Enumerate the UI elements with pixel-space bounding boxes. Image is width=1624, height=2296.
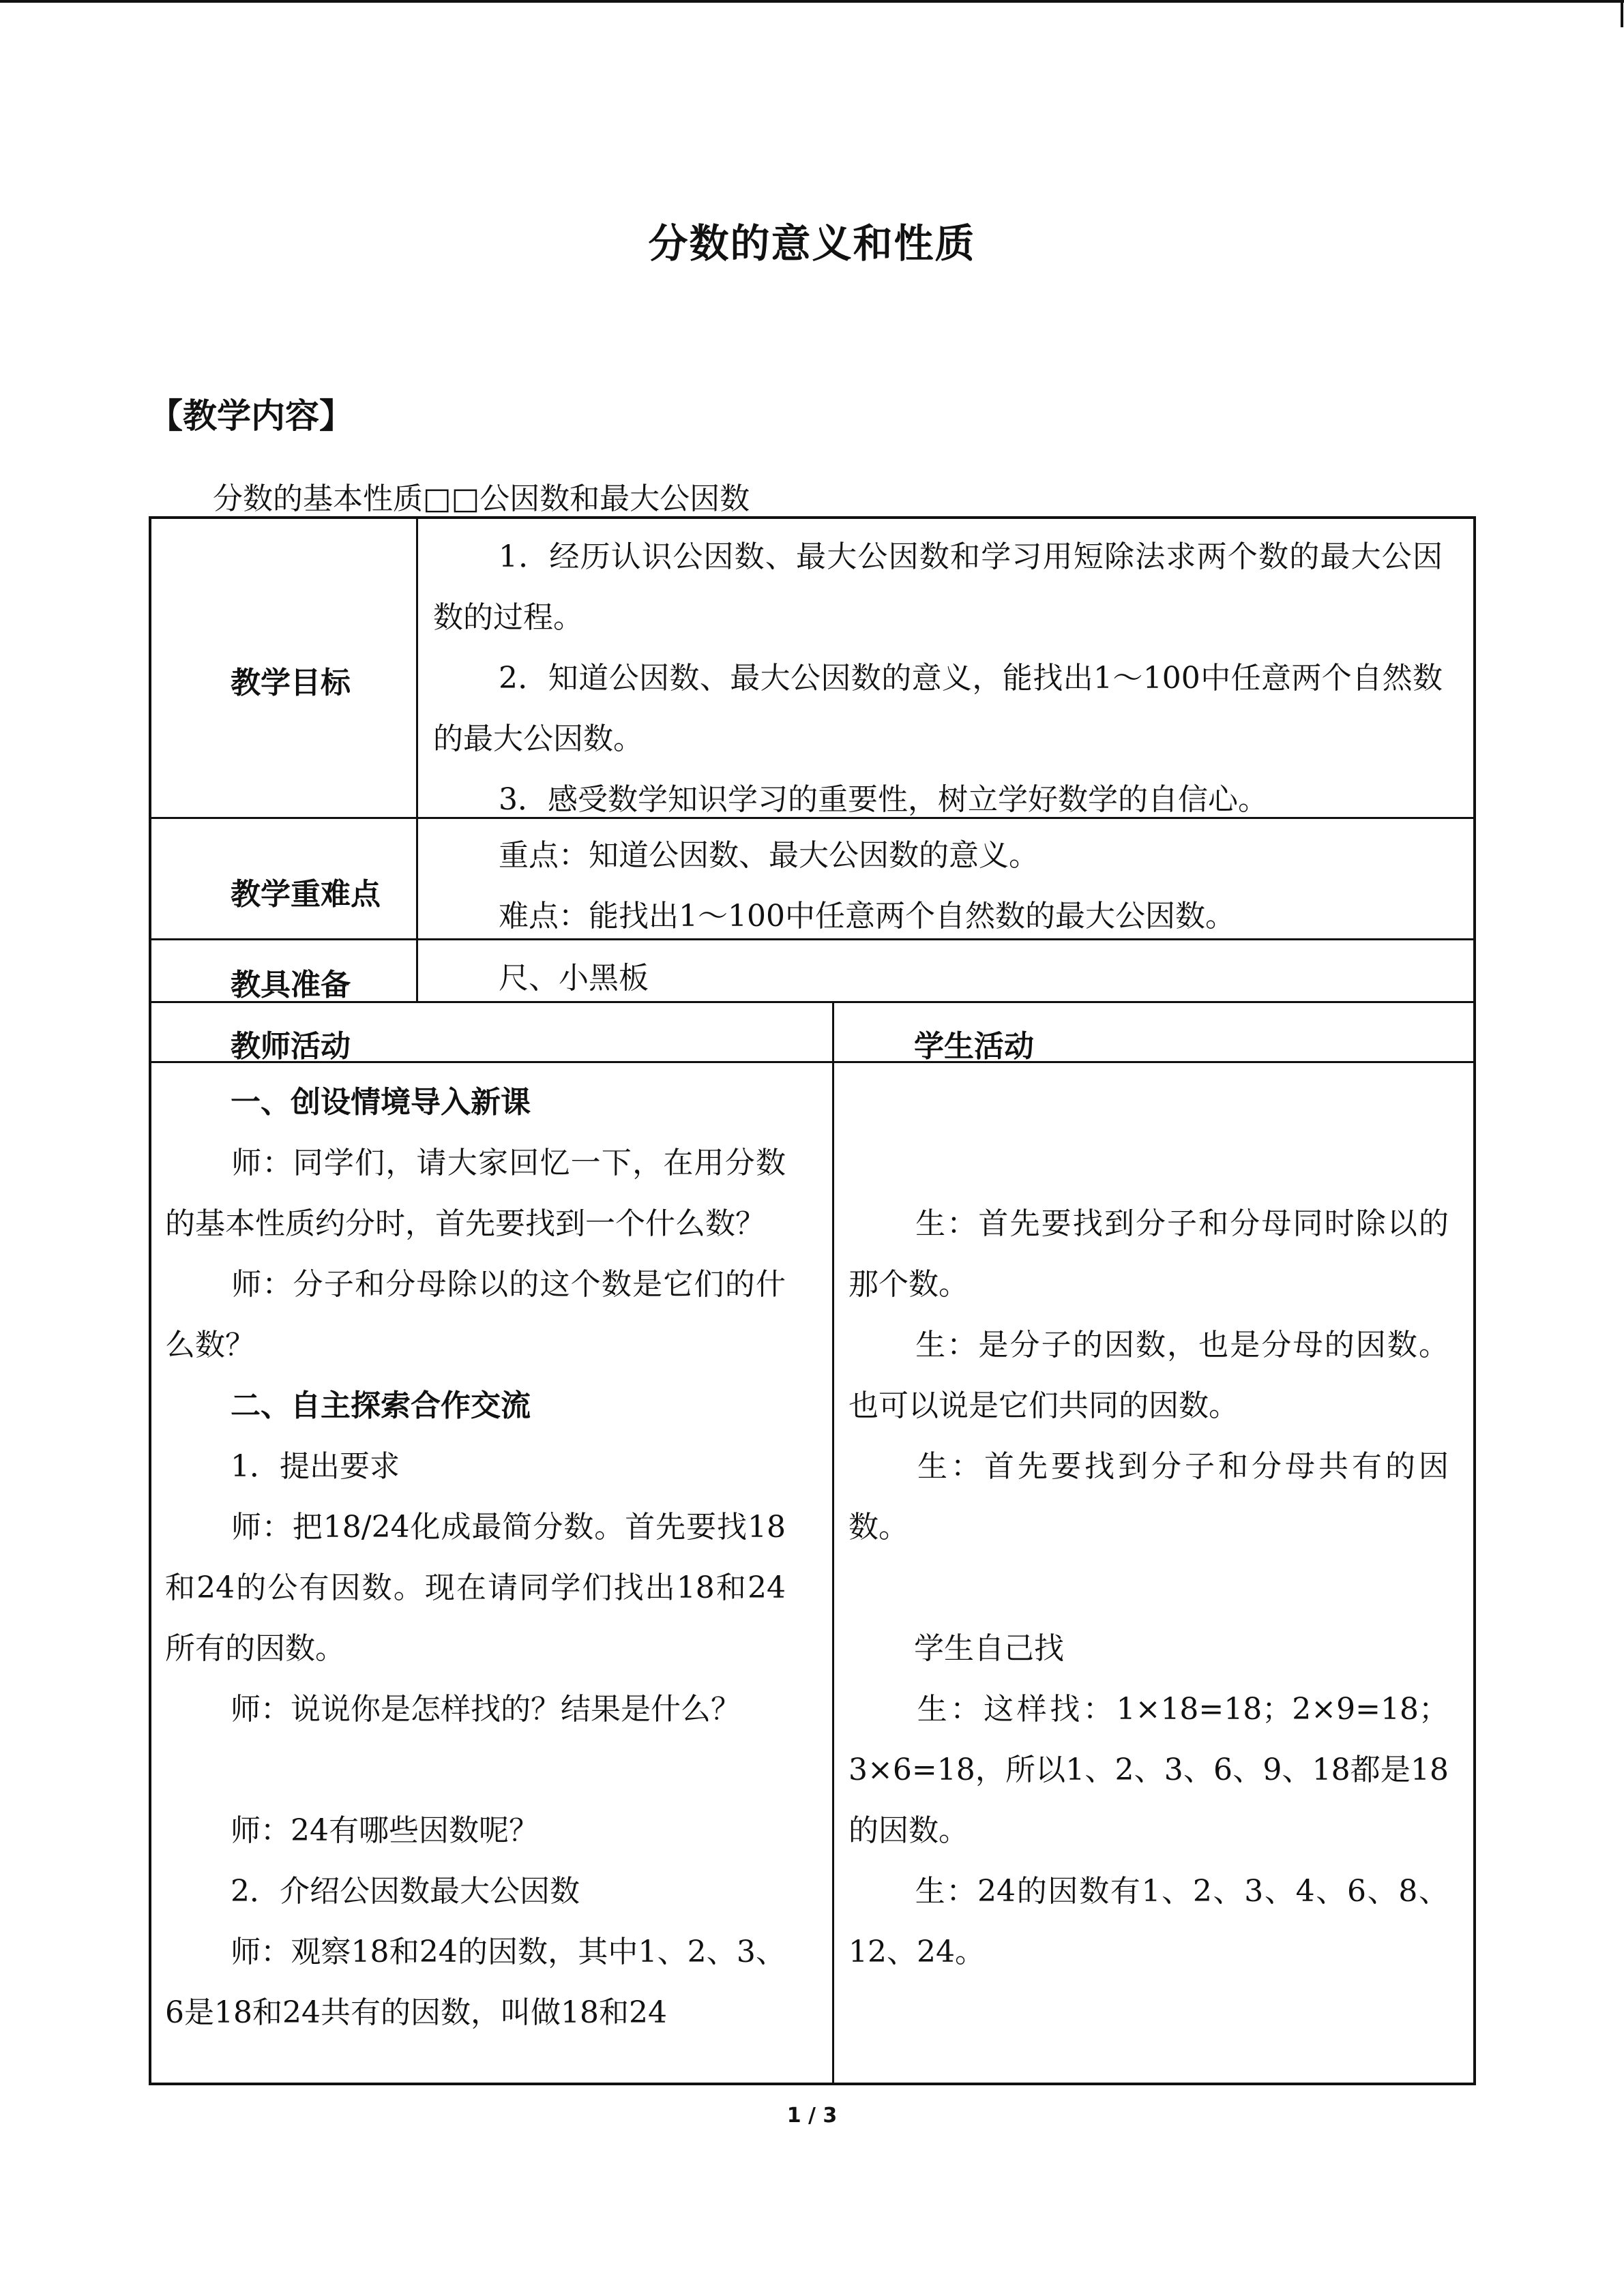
teacher-line-4: 师：说说你是怎样找的？结果是什么？ [231,1692,741,1727]
tools-value: 尺、小黑板 [499,961,649,996]
student-line-4: 学生自己找 [914,1631,1064,1666]
student-activity-header: 学生活动 [914,1029,1034,1064]
student-line-6: 生：24的因数有1、2、3、4、6、8、12、24。 [848,1874,1449,1969]
teacher-step-2: 2．介绍公因数最大公因数 [231,1874,580,1909]
section-heading: 【教学内容】 [149,396,353,436]
teacher-activities [165,1072,786,2043]
page-title: 分数的意义和性质 [648,220,976,267]
tools-label: 教具准备 [231,968,351,1002]
teacher-line-3: 师：把18/24化成最简分数。首先要找18和24的公有因数。现在请同学们找出18和24所有的因数。 [165,1510,786,1666]
student-line-3: 生：首先要找到分子和分母共有的因数。 [848,1449,1449,1545]
objectives-text [433,526,1443,830]
student-line-2: 生：是分子的因数，也是分母的因数。也可以说是它们共同的因数。 [848,1328,1449,1423]
key-points-text [433,825,1443,946]
teacher-activity-header: 教师活动 [231,1029,351,1064]
objective-1 [433,526,1443,648]
student-activities [848,1193,1449,1982]
table-col-rule-1 [416,516,418,1001]
page-number: 1 / 3 [786,2104,838,2128]
teacher-heading-1: 一、创设情境导入新课 [231,1085,531,1120]
teacher-line-1: 师：同学们，请大家回忆一下，在用分数的基本性质约分时，首先要找到一个什么数？ [165,1146,786,1241]
teacher-line-6: 师：观察18和24的因数，其中1、2、3、6是18和24共有的因数，叫做18和24 [165,1935,786,2030]
top-rule [0,0,1624,3]
objective-2 [433,648,1443,769]
key-difficulty: 难点：能找出1～100中任意两个自然数的最大公因数。 [499,899,1235,934]
tools-text [433,948,1443,1009]
objectives-label: 教学目标 [231,666,351,700]
teacher-line-5: 师：24有哪些因数呢？ [231,1813,539,1848]
teacher-line-2: 师：分子和分母除以的这个数是它们的什么数？ [165,1267,786,1362]
objective-2-text: 2．知道公因数、最大公因数的意义，能找出1～100中任意两个自然数的最大公因数。 [433,661,1443,756]
teacher-heading-2: 二、自主探索合作交流 [231,1388,531,1423]
corner-rule [1621,0,1623,27]
content-line: 分数的基本性质□□公因数和最大公因数 [213,481,750,516]
table-col-rule-2 [832,1001,834,2085]
teacher-step-1: 1．提出要求 [231,1449,400,1484]
objective-1-text: 1．经历认识公因数、最大公因数和学习用短除法求两个数的最大公因数的过程。 [433,539,1443,635]
key-focus: 重点：知道公因数、最大公因数的意义。 [499,838,1039,873]
objective-3-text: 3．感受数学知识学习的重要性，树立学好数学的自信心。 [499,782,1268,817]
student-line-1: 生：首先要找到分子和分母同时除以的那个数。 [848,1206,1449,1302]
key-points-label: 教学重难点 [231,877,381,912]
objective-3 [433,769,1443,830]
student-line-5: 生：这样找：1×18=18；2×9=18；3×6=18，所以1、2、3、6、9、18都是18的因数。 [848,1692,1449,1848]
